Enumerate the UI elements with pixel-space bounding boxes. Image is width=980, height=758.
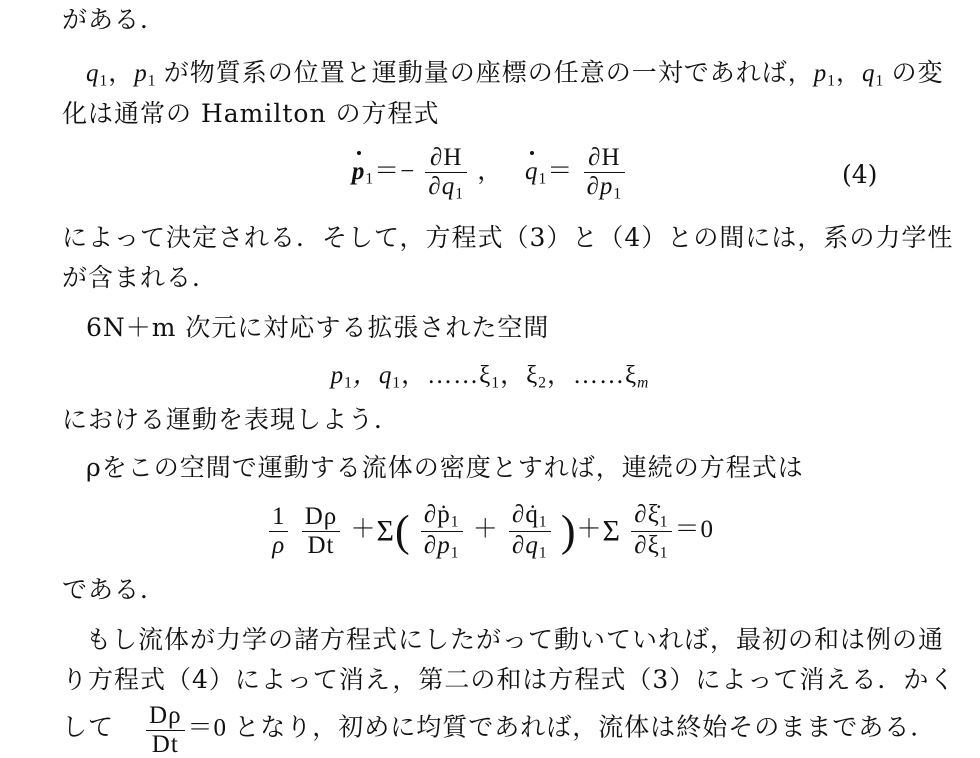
text-line-15: して $\frac{D\rho}{Dt}$ ＝0 となり，初めに均質であれば，流体は終始そのままである． bbox=[62, 702, 937, 758]
frac-Drho-Dt-inline: $\frac{D\rho}{Dt}$ bbox=[146, 702, 185, 758]
equation-hamilton: $p_1=-$ $\frac{\partial H}{\partial q_1}$ ， $q_1=$ $\frac{\partial H}{\partial p_1}$ bbox=[0, 144, 980, 202]
frac-dpdot-dp: $\frac{\partial ṗ_1}{\partial p_1}$ bbox=[421, 501, 463, 561]
text-line-7: 6N＋m 次元に対応する拡張された空間 bbox=[86, 313, 550, 342]
frac-Drho-Dt: $\frac{D\rho}{Dt}$ bbox=[302, 503, 341, 559]
q-dot: q bbox=[525, 156, 539, 188]
frac-dqdot-dq: $\frac{\partial q̇_1}{\partial q_1}$ bbox=[509, 501, 551, 561]
text-line-13: もし流体が力学の諸方程式にしたがって動いていれば，最初の和は例の通 bbox=[86, 625, 945, 654]
text-line-10: ρをこの空間で運動する流体の密度とすれば，連続の方程式は bbox=[86, 453, 804, 482]
text-line-14: り方程式（4）によって消え，第二の和は方程式（3）によって消える．かく bbox=[62, 665, 956, 694]
equation-continuity: $\frac{1}{\rho}$ $\frac{D\rho}{Dt}$ ＋Σ( $\frac{\partial ṗ_1}{\partial p_1}$ ＋ $\frac{\partial q̇_1}{\partial q_1}$ )＋Σ $\frac{\partial\xi̇_1}{\partial\xi_1}$ ＝0 bbox=[0, 500, 980, 561]
frac-one-rho: $\frac{1}{\rho}$ bbox=[269, 503, 289, 559]
frac-dH-dp: $\frac{\partial H}{\partial p_1}$ bbox=[584, 144, 626, 202]
equation-space: $p_1$，$q_1$，$\dots\dots\xi_1$，$\xi_2$，$\dots\dots\xi_m$ bbox=[330, 362, 650, 392]
text-line-3: 化は通常の Hamilton の方程式 bbox=[62, 99, 440, 128]
text-line-6: が含まれる． bbox=[62, 263, 219, 292]
frac-dxidot-dxi: $\frac{\partial\xi̇_1}{\partial\xi_1}$ bbox=[631, 501, 671, 561]
text-line-5: によって決定される．そして，方程式（3）と（4）との間には，系の力学性 bbox=[62, 223, 954, 252]
equation-number-4: (4) bbox=[842, 160, 878, 189]
text-line-9: における運動を表現しよう． bbox=[62, 405, 401, 434]
text-line-2: $q_1$，$p_1$ が物質系の位置と運動量の座標の任意の一対であれば，$p_1$，$q_1$ の変 bbox=[86, 60, 944, 90]
text-line-1: がある． bbox=[62, 5, 167, 34]
text-line-12: である． bbox=[62, 575, 167, 604]
p-dot: p bbox=[352, 156, 366, 188]
frac-dH-dq: $\frac{\partial H}{\partial q_1}$ bbox=[425, 144, 467, 202]
